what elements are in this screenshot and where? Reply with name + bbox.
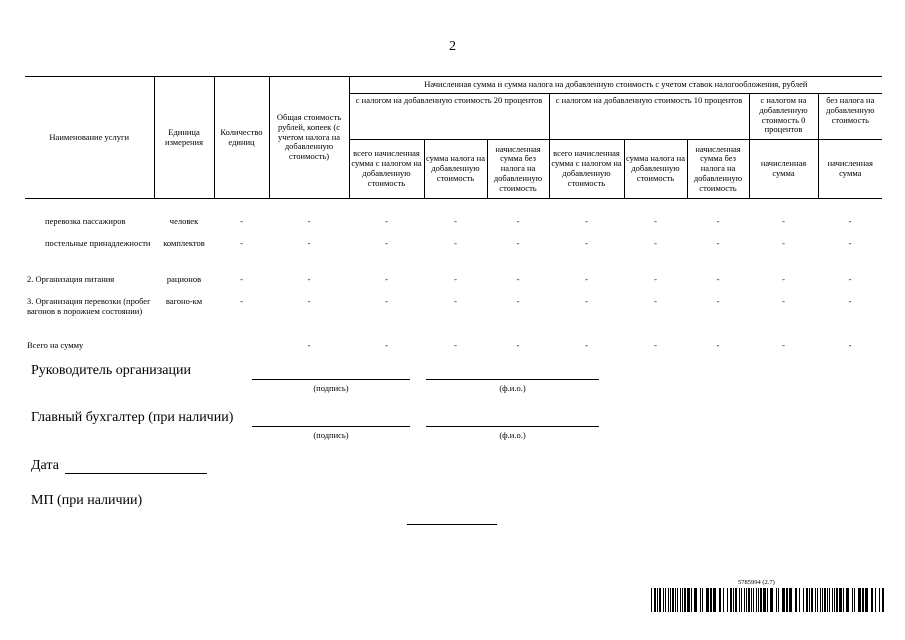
header-unit: Единица измерения bbox=[154, 77, 214, 199]
row-unit: комплектов bbox=[163, 238, 205, 248]
accountant-signature-line[interactable] bbox=[252, 426, 410, 427]
header-vat20: с налогом на добавленную стоимость 20 процентов bbox=[349, 94, 549, 140]
header-no-vat: без налога на добавленную стоимость bbox=[818, 94, 882, 140]
barcode-number: 5785994 (2.7) bbox=[738, 579, 775, 586]
row-vat20-total: - bbox=[385, 340, 388, 350]
row-quantity: - bbox=[240, 238, 243, 248]
row-vat20-tax: - bbox=[454, 340, 457, 350]
row-service-name: 2. Организация питания bbox=[27, 274, 115, 284]
row-vat10-tax: - bbox=[654, 238, 657, 248]
row-vat10-total: - bbox=[585, 340, 588, 350]
row-vat0-sum: - bbox=[782, 274, 785, 284]
row-vat20-tax: - bbox=[454, 216, 457, 226]
row-total-cost: - bbox=[307, 216, 311, 226]
row-unit bbox=[154, 339, 214, 357]
row-vat20-net: - bbox=[516, 274, 520, 284]
row-no-vat-sum: - bbox=[848, 274, 852, 284]
row-vat0-sum: - bbox=[782, 216, 785, 226]
header-vat20-net: начисленная сумма без налога на добавленную стоимость bbox=[487, 140, 549, 199]
head-name-caption: (ф.и.о.) bbox=[499, 383, 526, 393]
head-name-line[interactable] bbox=[426, 379, 599, 380]
header-accrued-group: Начисленная сумма и сумма налога на добавленную стоимость с учетом ставок налогообложения, рублей bbox=[349, 77, 882, 94]
row-vat0-sum: - bbox=[782, 296, 785, 306]
row-unit: человек bbox=[169, 216, 199, 226]
row-service-name: постельные принадлежности bbox=[45, 238, 151, 248]
head-label: Руководитель организации bbox=[31, 363, 191, 378]
header-vat10-total: всего начисленная сумма с налогом на добавленную стоимость bbox=[549, 140, 624, 199]
row-vat20-total: - bbox=[385, 274, 388, 284]
row-no-vat-sum: - bbox=[848, 216, 852, 226]
header-vat10: с налогом на добавленную стоимость 10 процентов bbox=[549, 94, 749, 140]
row-vat10-total: - bbox=[585, 296, 588, 306]
row-vat10-tax: - bbox=[654, 274, 657, 284]
row-service-name: перевозка пассажиров bbox=[45, 216, 126, 226]
row-service-name: Всего на сумму bbox=[27, 340, 84, 350]
header-vat0: с налогом на добавленную стоимость 0 процентов bbox=[749, 94, 818, 140]
head-signature-line[interactable] bbox=[252, 379, 410, 380]
table-row bbox=[25, 339, 882, 357]
page-number: 2 bbox=[449, 39, 456, 54]
row-vat0-sum: - bbox=[782, 340, 785, 350]
row-vat10-net: - bbox=[716, 274, 720, 284]
accountant-name-caption: (ф.и.о.) bbox=[499, 430, 526, 440]
separator-line bbox=[407, 524, 497, 525]
row-vat20-net: - bbox=[516, 296, 520, 306]
row-total-cost: - bbox=[307, 340, 311, 350]
table-row bbox=[25, 237, 882, 273]
header-vat10-net: начисленная сумма без налога на добавленную стоимость bbox=[687, 140, 749, 199]
row-quantity: - bbox=[240, 216, 243, 226]
row-vat10-total: - bbox=[585, 238, 588, 248]
row-vat20-total: - bbox=[385, 296, 388, 306]
date-line[interactable] bbox=[65, 473, 207, 474]
row-vat20-net: - bbox=[516, 340, 520, 350]
header-vat20-total: всего начисленная сумма с налогом на добавленную стоимость bbox=[349, 140, 424, 199]
row-vat20-net: - bbox=[516, 238, 520, 248]
row-quantity: - bbox=[240, 296, 243, 306]
row-vat20-total: - bbox=[385, 216, 388, 226]
row-vat0-sum: - bbox=[782, 238, 785, 248]
services-table bbox=[25, 76, 882, 357]
table-row bbox=[25, 273, 882, 295]
header-vat20-tax: сумма налога на добавленную стоимость bbox=[424, 140, 487, 199]
row-total-cost: - bbox=[307, 296, 311, 306]
header-vat0-sum: начисленная сумма bbox=[749, 140, 818, 199]
row-service-name: 3. Организация перевозки (пробег вагонов в порожнем состоянии) bbox=[27, 296, 151, 316]
accountant-name-line[interactable] bbox=[426, 426, 599, 427]
row-unit: рационов bbox=[166, 274, 202, 284]
row-vat10-tax: - bbox=[654, 340, 657, 350]
row-vat20-tax: - bbox=[454, 296, 457, 306]
row-total-cost: - bbox=[307, 274, 311, 284]
head-signature-caption: (подпись) bbox=[313, 383, 349, 393]
table-row bbox=[25, 295, 882, 339]
barcode bbox=[651, 588, 885, 612]
header-total-cost: Общая стоимость рублей, копеек (с учетом налога на добавленную стоимость) bbox=[269, 77, 349, 199]
row-vat20-total: - bbox=[385, 238, 388, 248]
row-no-vat-sum: - bbox=[848, 238, 852, 248]
row-no-vat-sum: - bbox=[848, 296, 852, 306]
table-row bbox=[25, 215, 882, 237]
row-vat10-net: - bbox=[716, 296, 720, 306]
header-quantity: Количество единиц bbox=[214, 77, 269, 199]
row-vat10-tax: - bbox=[654, 216, 657, 226]
row-vat20-tax: - bbox=[454, 238, 457, 248]
row-quantity: - bbox=[240, 274, 243, 284]
header-service-name: Наименование услуги bbox=[25, 77, 154, 199]
row-no-vat-sum: - bbox=[848, 340, 852, 350]
row-vat10-net: - bbox=[716, 216, 720, 226]
row-vat10-net: - bbox=[716, 238, 720, 248]
stamp-label: МП (при наличии) bbox=[31, 493, 143, 508]
accountant-signature-caption: (подпись) bbox=[313, 430, 349, 440]
header-no-vat-sum: начисленная сумма bbox=[818, 140, 882, 199]
accountant-label: Главный бухгалтер (при наличии) bbox=[31, 410, 234, 425]
row-vat10-total: - bbox=[585, 216, 588, 226]
row-unit: вагоно-км bbox=[165, 296, 203, 306]
row-vat20-tax: - bbox=[454, 274, 457, 284]
row-vat20-net: - bbox=[516, 216, 520, 226]
header-vat10-tax: сумма налога на добавленную стоимость bbox=[624, 140, 687, 199]
row-vat10-net: - bbox=[716, 340, 720, 350]
row-vat10-total: - bbox=[585, 274, 588, 284]
date-label: Дата bbox=[31, 458, 59, 473]
row-total-cost: - bbox=[307, 238, 311, 248]
row-vat10-tax: - bbox=[654, 296, 657, 306]
row-quantity bbox=[214, 339, 269, 357]
